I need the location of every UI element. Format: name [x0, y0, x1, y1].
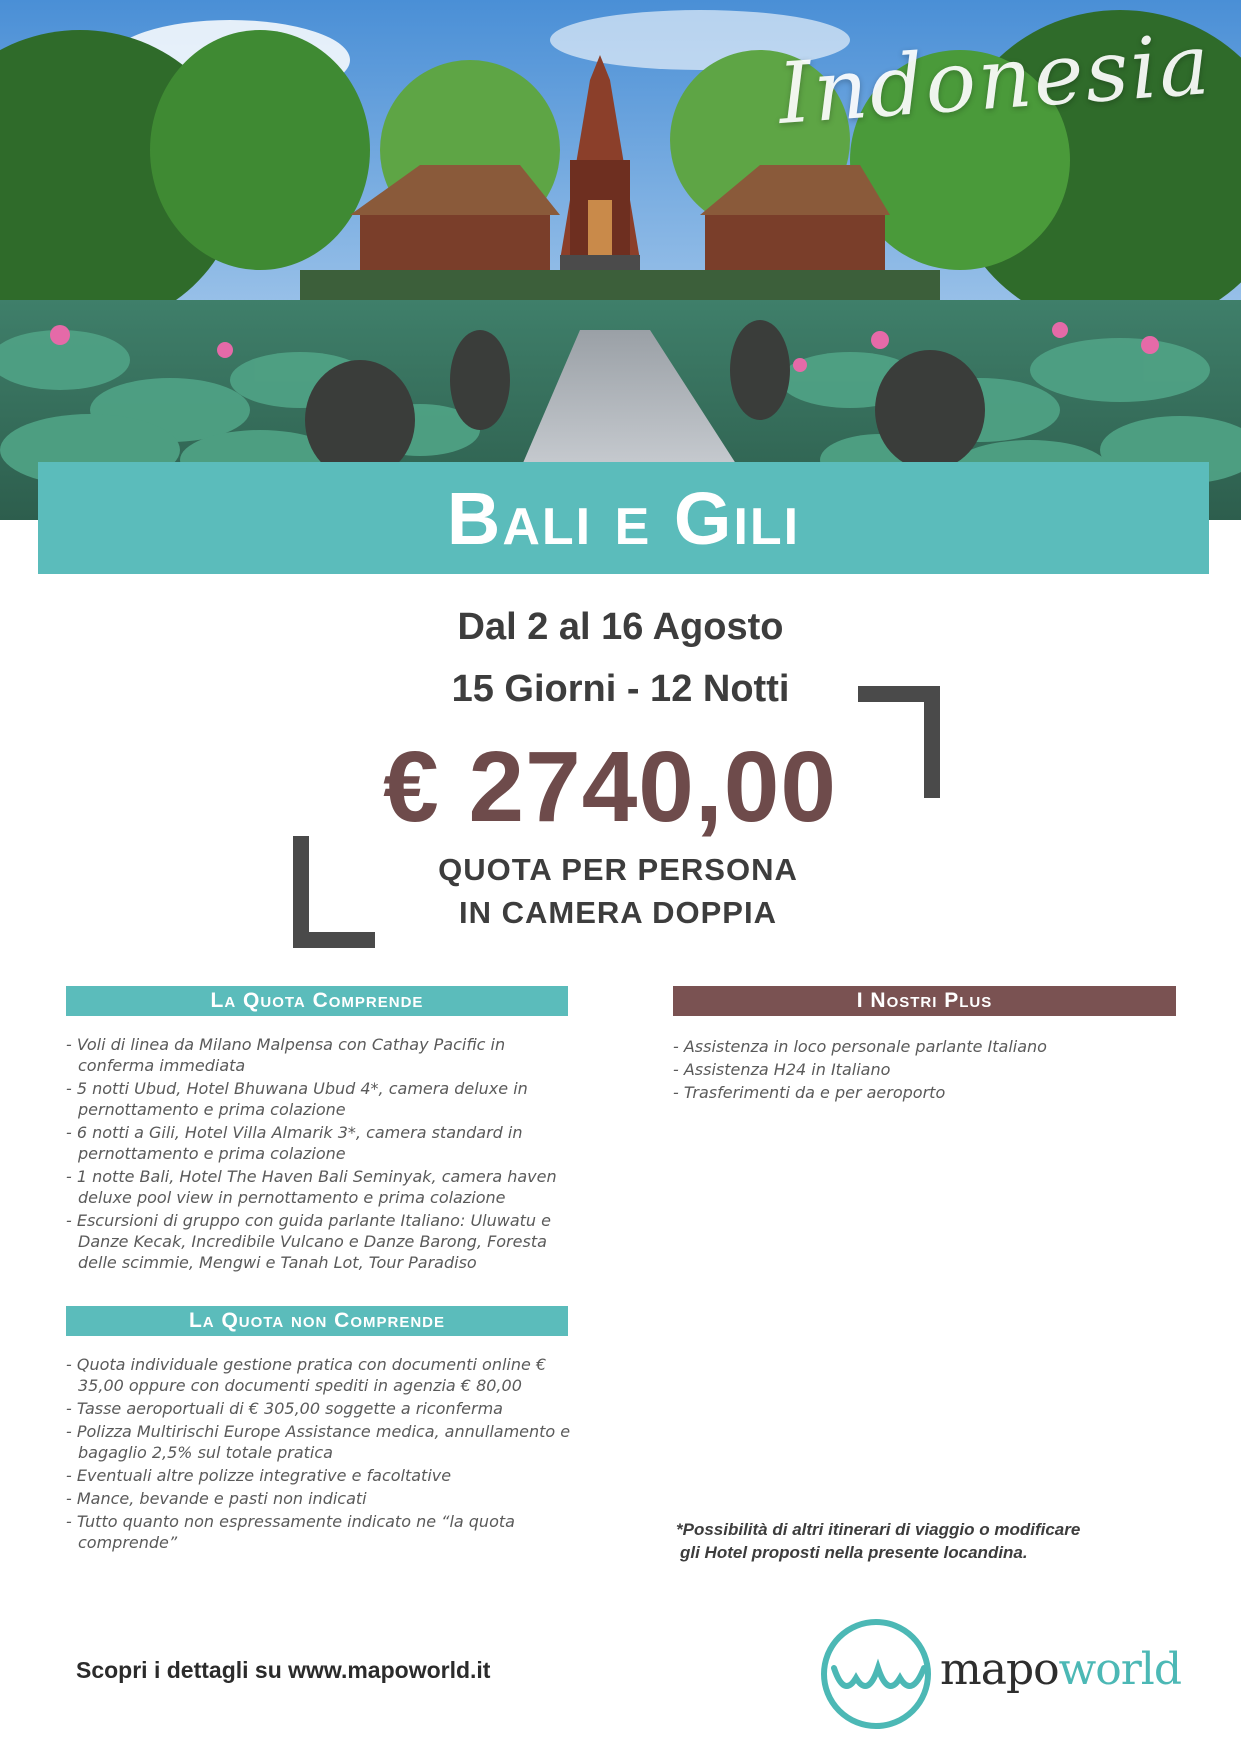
disclaimer-line1: *Possibilità di altri itinerari di viaggio o modificare: [676, 1520, 1081, 1539]
includes-list: [66, 1034, 576, 1275]
list-item: - Assistenza in loco personale parlante Italiano: [673, 1036, 1173, 1057]
list-item: - 5 notti Ubud, Hotel Bhuwana Ubud 4*, camera deluxe in pernottamento e prima colazione: [66, 1078, 576, 1120]
list-item: - Voli di linea da Milano Malpensa con Cathay Pacific in conferma immediata: [66, 1034, 576, 1076]
excludes-list: [66, 1354, 576, 1555]
hero-photo: [0, 0, 1241, 520]
mapoworld-logo: [820, 1616, 1180, 1734]
plus-header: I Nostri Plus: [673, 986, 1176, 1016]
trip-dates: Dal 2 al 16 Agosto: [457, 606, 784, 648]
logo-word-mapo: mapo: [940, 1644, 1059, 1695]
logo-wordmark: [940, 1644, 1181, 1695]
list-item: - Eventuali altre polizze integrative e facoltative: [66, 1465, 576, 1486]
list-item: - Assistenza H24 in Italiano: [673, 1059, 1173, 1080]
plus-list: [673, 1036, 1173, 1105]
price-note-line1: QUOTA PER PERSONA: [438, 852, 798, 887]
mapoworld-logo-mark-icon: [820, 1616, 938, 1734]
destination-script-title: Indonesia: [774, 14, 1214, 144]
list-item: - Tasse aeroportuali di € 305,00 soggette a riconferma: [66, 1398, 576, 1419]
list-item: - Escursioni di gruppo con guida parlante Italiano: Uluwatu e Danze Kecak, Incredibile Vulcano e Danze Barong, Foresta delle scimmie, Mengwi e Tanah Lot, Tour Paradiso: [66, 1210, 576, 1273]
trip-title: Bali e Gili: [446, 476, 801, 560]
disclaimer-note: [676, 1518, 1146, 1564]
website-link[interactable]: Scopri i dettagli su www.mapoworld.it: [76, 1657, 491, 1683]
includes-header: La Quota Comprende: [66, 986, 568, 1016]
list-item: - Tutto quanto non espressamente indicato ne “la quota comprende”: [66, 1511, 576, 1553]
list-item: - 1 notte Bali, Hotel The Haven Bali Seminyak, camera haven deluxe pool view in pernottamento e prima colazione: [66, 1166, 576, 1208]
list-item: - Quota individuale gestione pratica con documenti online € 35,00 oppure con documenti spediti in agenzia € 80,00: [66, 1354, 576, 1396]
list-item: - Polizza Multirischi Europe Assistance medica, annullamento e bagaglio 2,5% sul totale pratica: [66, 1421, 576, 1463]
trip-duration: 15 Giorni - 12 Notti: [451, 668, 790, 710]
excludes-header: La Quota non Comprende: [66, 1306, 568, 1336]
trip-price: € 2740,00: [383, 731, 837, 843]
list-item: - Trasferimenti da e per aeroporto: [673, 1082, 1173, 1103]
list-item: - 6 notti a Gili, Hotel Villa Almarik 3*, camera standard in pernottamento e prima colazione: [66, 1122, 576, 1164]
price-note-line2: IN CAMERA DOPPIA: [459, 895, 777, 930]
title-banner: [38, 462, 1209, 574]
logo-word-world: world: [1058, 1644, 1182, 1695]
disclaimer-line2: gli Hotel proposti nella presente locandina.: [680, 1543, 1028, 1562]
list-item: - Mance, bevande e pasti non indicati: [66, 1488, 576, 1509]
